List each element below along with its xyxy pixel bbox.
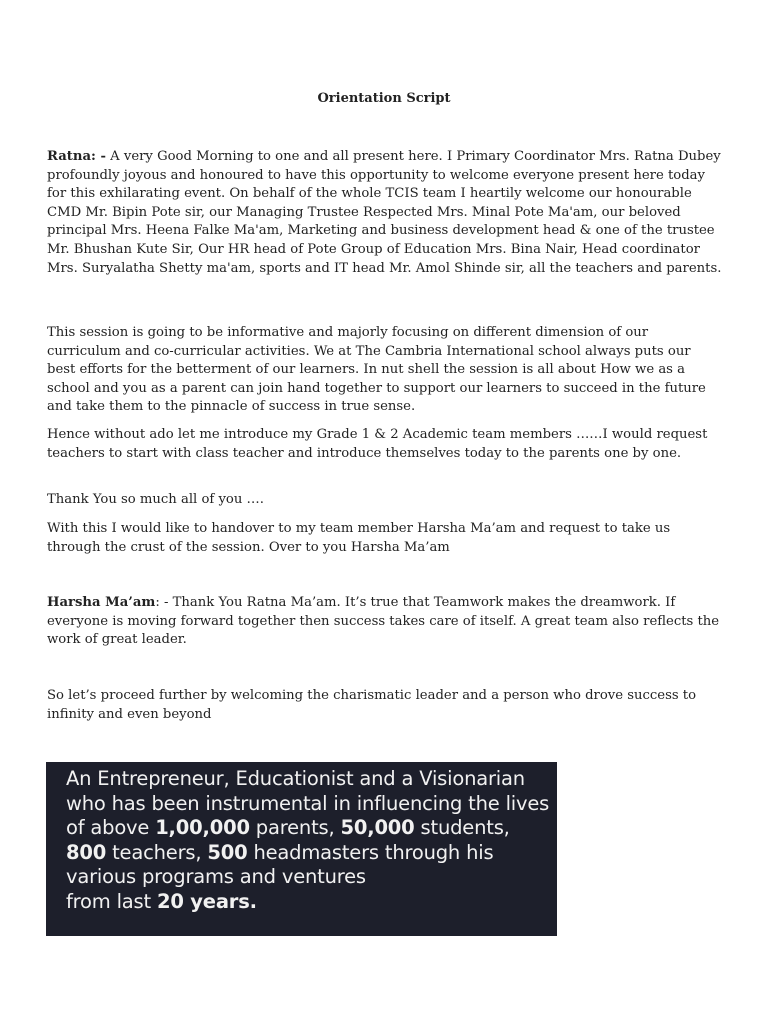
banner-line-5: various programs and ventures (66, 865, 366, 888)
banner-text: from last (66, 889, 157, 913)
harsha-proceed-paragraph: So let’s proceed further by welcoming the charismatic leader and a person who drove success to infinity and even beyond (47, 688, 697, 722)
page-title: Orientation Script (317, 91, 451, 106)
leader-banner-image (46, 762, 557, 936)
banner-number-headmasters: 500 (207, 840, 248, 864)
banner-number-teachers: 800 (66, 840, 107, 864)
banner-text: teachers, (106, 840, 208, 864)
ratna-session-paragraph: This session is going to be informative and majorly focusing on different dimension of our curriculum and co-curricular activities. We at The Cambria International school always puts our best efforts for the betterment of our learners. In nut shell the session is all about How we as a school and you as a parent can join hand together to support our learners to succeed in the future and take them to the pinnacle of success in true sense. (47, 325, 706, 415)
speaker-ratna: Ratna: - (47, 149, 106, 164)
banner-line-2: who has been instrumental in influencing the lives (66, 791, 550, 815)
banner-number-parents: 1,00,000 (155, 816, 250, 839)
banner-number-students: 50,000 (340, 816, 415, 839)
ratna-intro-paragraph (47, 148, 723, 278)
banner-text: parents, (249, 816, 341, 839)
ratna-handover-paragraph: With this I would like to handover to my team member Harsha Ma’am and request to take us through the crust of the session. Over to you Harsha Ma’am (47, 521, 671, 555)
harsha-paragraph (47, 594, 723, 650)
banner-text: headmasters through his (247, 840, 494, 864)
banner-line-6 (66, 890, 557, 915)
banner-line-1: An Entrepreneur, Educationist and a Visionarian (66, 767, 525, 790)
banner-text: students, (414, 816, 510, 839)
banner-line-3 (66, 816, 557, 841)
banner-line-4 (66, 841, 557, 866)
harsha-text: : - Thank You Ratna Ma’am. It’s true that Teamwork makes the dreamwork. If everyone is moving forward together then success takes care of itself. A great team also reflects the work of great leader. (47, 595, 720, 648)
banner-text: of above (66, 816, 156, 839)
ratna-intro-text: A very Good Morning to one and all present here. I Primary Coordinator Mrs. Ratna Dubey profoundly joyous and honoured to have this opportunity to welcome everyone present here today for this exhilarating event. On behalf of the whole TCIS team I heartily welcome our honourable CMD Mr. Bipin Pote sir, our Managing Trustee Respected Mrs. Minal Pote Ma'am, our beloved principal Mrs. Heena Falke Ma'am, Marketing and business development head & one of the trustee Mr. Bhushan Kute Sir, Our HR head of Pote Group of Education Mrs. Bina Nair, Head coordinator Mrs. Suryalatha Shetty ma'am, sports and IT head Mr. Amol Shinde sir, all the teachers and parents. (47, 149, 722, 276)
speaker-harsha: Harsha Ma’am (47, 595, 156, 610)
ratna-thanks-paragraph: Thank You so much all of you …. (47, 492, 264, 507)
ratna-introduce-paragraph: Hence without ado let me introduce my Grade 1 & 2 Academic team members ……I would request teachers to start with class teacher and introduce themselves today to the parents one by one. (47, 427, 708, 461)
banner-number-years: 20 years. (156, 889, 257, 913)
